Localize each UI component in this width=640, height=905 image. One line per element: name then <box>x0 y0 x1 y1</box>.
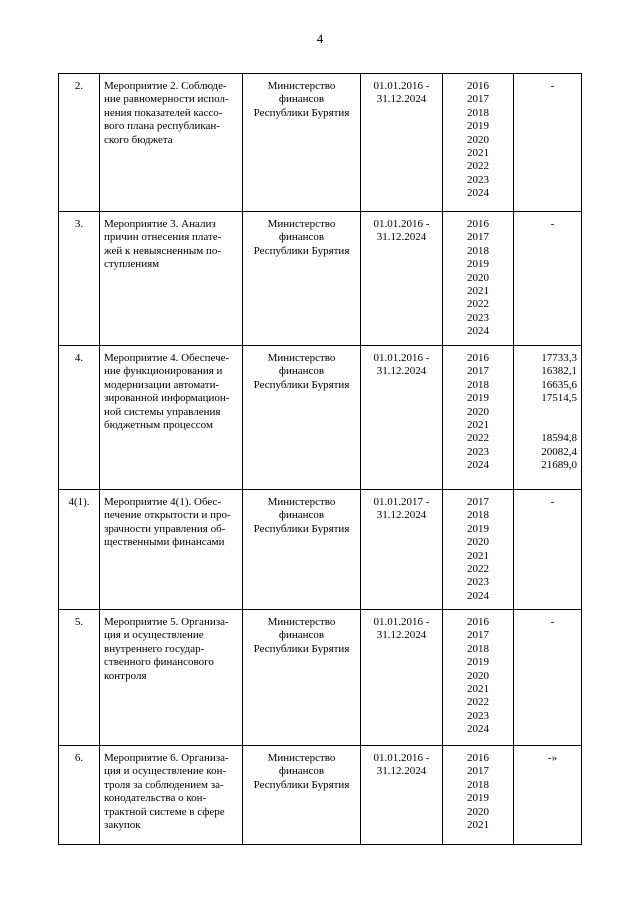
activity-amounts: - <box>514 74 582 212</box>
table-row <box>59 746 582 845</box>
activity-amounts: - <box>514 610 582 746</box>
row-number: 2. <box>59 74 100 212</box>
activity-executor: Министерство финансов Республики Бурятия <box>243 212 361 346</box>
activity-name: Мероприятие 2. Соблюде- ние равномерности испол- нения показателей кассо- вого плана республикан- ского бюджета <box>100 74 243 212</box>
activity-amounts: - <box>514 212 582 346</box>
activity-years: 2016 2017 2018 2019 2020 2021 <box>443 746 514 845</box>
activity-years: 2016 2017 2018 2019 2020 2021 2022 2023 2024 <box>443 610 514 746</box>
program-activities-table <box>58 73 582 845</box>
activity-period: 01.01.2016 - 31.12.2024 <box>361 346 443 490</box>
activity-period: 01.01.2016 - 31.12.2024 <box>361 746 443 845</box>
activity-years: 2017 2018 2019 2020 2021 2022 2023 2024 <box>443 490 514 610</box>
page-number: 4 <box>316 31 324 46</box>
activity-executor: Министерство финансов Республики Бурятия <box>243 74 361 212</box>
activity-name: Мероприятие 6. Организа- ция и осуществление кон- троля за соблюдением за- конодательства о кон- трактной системе в сфере закупок <box>100 746 243 845</box>
table-row <box>59 212 582 346</box>
activity-name: Мероприятие 5. Организа- ция и осуществление внутреннего государ- ственного финансового контроля <box>100 610 243 746</box>
activity-executor: Министерство финансов Республики Бурятия <box>243 746 361 845</box>
activity-name: Мероприятие 3. Анализ причин отнесения плате- жей к невыясненным по- ступлениям <box>100 212 243 346</box>
activity-period: 01.01.2016 - 31.12.2024 <box>361 212 443 346</box>
row-number: 4. <box>59 346 100 490</box>
activity-period: 01.01.2016 - 31.12.2024 <box>361 74 443 212</box>
activity-executor: Министерство финансов Республики Бурятия <box>243 490 361 610</box>
activity-period: 01.01.2017 - 31.12.2024 <box>361 490 443 610</box>
activity-amounts: -» <box>514 746 582 845</box>
activity-years: 2016 2017 2018 2019 2020 2021 2022 2023 2024 <box>443 74 514 212</box>
row-number: 3. <box>59 212 100 346</box>
activity-name: Мероприятие 4. Обеспече- ние функционирования и модернизации автомати- зированной информацион- ной системы управления бюджетным процессом <box>100 346 243 490</box>
table-row <box>59 490 582 610</box>
row-number: 4(1). <box>59 490 100 610</box>
row-number: 5. <box>59 610 100 746</box>
table-row <box>59 346 582 490</box>
activity-years: 2016 2017 2018 2019 2020 2021 2022 2023 2024 <box>443 212 514 346</box>
activity-amounts: - <box>514 490 582 610</box>
table-row <box>59 74 582 212</box>
activity-period: 01.01.2016 - 31.12.2024 <box>361 610 443 746</box>
activity-executor: Министерство финансов Республики Бурятия <box>243 610 361 746</box>
activity-amounts: 17733,3 16382,1 16635,6 17514,5 18594,8 20082,4 21689,0 <box>514 346 582 490</box>
activity-years: 2016 2017 2018 2019 2020 2021 2022 2023 2024 <box>443 346 514 490</box>
activity-name: Мероприятие 4(1). Обес- печение открытости и про- зрачности управления об- щественными финансами <box>100 490 243 610</box>
row-number: 6. <box>59 746 100 845</box>
table-row <box>59 610 582 746</box>
activity-executor: Министерство финансов Республики Бурятия <box>243 346 361 490</box>
